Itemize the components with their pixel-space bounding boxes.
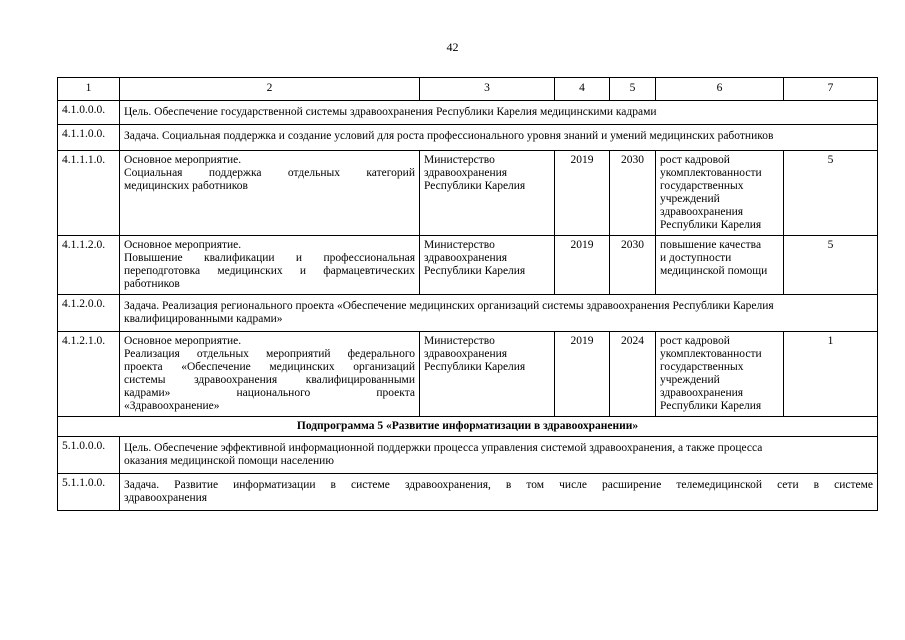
result-line: рост кадровой — [660, 154, 730, 166]
executor-line: здравоохранения — [424, 252, 508, 264]
row-code: 4.1.2.1.0. — [58, 332, 120, 417]
row-code: 4.1.2.0.0. — [58, 295, 120, 332]
subprogram-heading: Подпрограмма 5 «Развитие информатизации в здравоохранении» — [58, 417, 878, 437]
activity-desc-line: проекта «Обеспечение медицинских организаций — [124, 361, 415, 373]
header-cell: 4 — [555, 78, 610, 101]
result-line: рост кадровой — [660, 335, 730, 347]
task-text: Задача. Социальная поддержка и создание условий для роста профессионального уровня знаний и умений медицинских работников — [120, 125, 878, 151]
executor-line: Республики Карелия — [424, 361, 526, 373]
goal-text-line: Цель. Обеспечение эффективной информационной поддержки процесса управления системой здравоохранения, а также процесса — [124, 442, 763, 454]
goal-text — [120, 437, 878, 474]
executor-line: Республики Карелия — [424, 180, 526, 192]
result-line: Республики Карелия — [660, 400, 762, 412]
result-line: медицинской помощи — [660, 265, 768, 277]
row-code: 5.1.1.0.0. — [58, 474, 120, 511]
table-row — [58, 236, 878, 295]
executor-line: здравоохранения — [424, 348, 508, 360]
result-line: государственных — [660, 361, 744, 373]
activity-cell — [120, 332, 420, 417]
activity-desc-line: Реализация отдельных мероприятий федерального — [124, 348, 415, 360]
header-cell: 3 — [420, 78, 555, 101]
end-year: 2024 — [610, 332, 656, 417]
activity-desc-line: переподготовка медицинских и фармацевтических — [124, 265, 415, 277]
row-code: 4.1.1.0.0. — [58, 125, 120, 151]
header-cell: 6 — [656, 78, 784, 101]
executor-line: Министерство — [424, 239, 495, 251]
result-line: здравоохранения — [660, 387, 744, 399]
result-line: государственных — [660, 180, 744, 192]
end-year: 2030 — [610, 236, 656, 295]
table-row — [58, 295, 878, 332]
activity-cell — [120, 151, 420, 236]
result-cell — [656, 332, 784, 417]
result-line: учреждений — [660, 374, 720, 386]
result-cell — [656, 236, 784, 295]
row-code: 4.1.0.0.0. — [58, 101, 120, 125]
start-year: 2019 — [555, 236, 610, 295]
activity-desc-line: медицинских работников — [124, 180, 248, 192]
task-text-line: квалифицированными кадрами» — [124, 313, 283, 325]
header-cell: 5 — [610, 78, 656, 101]
start-year: 2019 — [555, 332, 610, 417]
task-text-line: здравоохранения — [124, 492, 208, 504]
link-number: 5 — [784, 151, 878, 236]
row-code: 4.1.1.1.0. — [58, 151, 120, 236]
executor-line: Министерство — [424, 335, 495, 347]
executor-cell — [420, 236, 555, 295]
table-row — [58, 437, 878, 474]
result-line: и доступности — [660, 252, 732, 264]
activity-desc-line: работников — [124, 278, 180, 290]
result-cell — [656, 151, 784, 236]
table-row — [58, 101, 878, 125]
activity-desc-line: «Здравоохранение» — [124, 400, 220, 412]
activities-table — [57, 77, 878, 511]
executor-line: здравоохранения — [424, 167, 508, 179]
task-text-line: Задача. Реализация регионального проекта «Обеспечение медицинских организаций системы здравоохранения Республики Карелия — [124, 300, 774, 312]
result-line: здравоохранения — [660, 206, 744, 218]
header-row — [58, 78, 878, 101]
activity-cell — [120, 236, 420, 295]
executor-line: Республики Карелия — [424, 265, 526, 277]
activity-title: Основное мероприятие. — [124, 335, 242, 347]
row-code: 4.1.1.2.0. — [58, 236, 120, 295]
table-row — [58, 474, 878, 511]
end-year: 2030 — [610, 151, 656, 236]
executor-cell — [420, 151, 555, 236]
goal-text: Цель. Обеспечение государственной системы здравоохранения Республики Карелия медицинскими кадрами — [120, 101, 878, 125]
link-number: 5 — [784, 236, 878, 295]
task-text — [120, 474, 878, 511]
link-number: 1 — [784, 332, 878, 417]
result-line: укомплектованности — [660, 348, 762, 360]
executor-line: Министерство — [424, 154, 495, 166]
activity-desc-line: системы здравоохранения квалифицированными — [124, 374, 415, 386]
row-code: 5.1.0.0.0. — [58, 437, 120, 474]
result-line: Республики Карелия — [660, 219, 762, 231]
table-row — [58, 151, 878, 236]
activity-desc-line: Социальная поддержка отдельных категорий — [124, 167, 415, 179]
task-text — [120, 295, 878, 332]
activity-desc-line: Повышение квалификации и профессиональная — [124, 252, 415, 264]
goal-text-line: оказания медицинской помощи населению — [124, 455, 334, 467]
header-cell: 7 — [784, 78, 878, 101]
page-number: 42 — [446, 40, 459, 54]
result-line: учреждений — [660, 193, 720, 205]
result-line: укомплектованности — [660, 167, 762, 179]
start-year: 2019 — [555, 151, 610, 236]
section-row — [58, 417, 878, 437]
header-cell: 2 — [120, 78, 420, 101]
activity-title: Основное мероприятие. — [124, 239, 242, 251]
result-line: повышение качества — [660, 239, 762, 251]
header-cell: 1 — [58, 78, 120, 101]
table-row — [58, 125, 878, 151]
activity-title: Основное мероприятие. — [124, 154, 242, 166]
activity-desc-line: кадрами» национального проекта — [124, 387, 415, 399]
task-text-line: Задача. Развитие информатизации в системе здравоохранения, в том числе расширение телемедицинской сети в системе — [124, 479, 873, 491]
executor-cell — [420, 332, 555, 417]
table-row — [58, 332, 878, 417]
